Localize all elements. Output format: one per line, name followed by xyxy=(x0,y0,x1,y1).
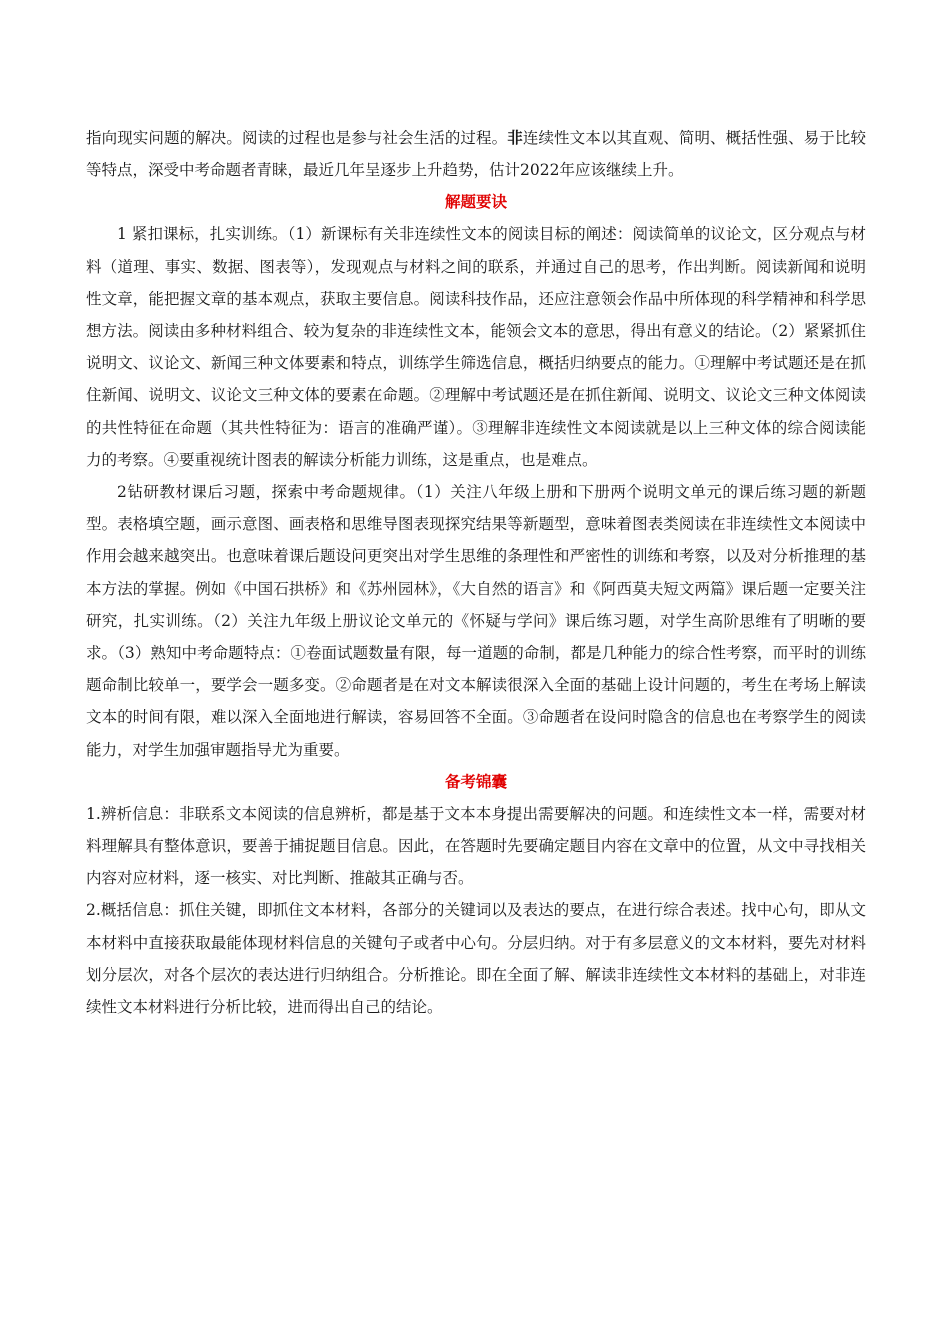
section-heading-tips: 解题要诀 xyxy=(444,193,507,212)
prep-paragraph-1: 1.辨析信息：非联系文本阅读的信息辨析，都是基于文本本身提出需要解决的问题。和连续性文本一样，需要对材料理解具有整体意识，要善于捕捉题目信息。因此，在答题时先要确定题目内容在文章中的位置，从文中寻找相关内容对应材料，逐一核实、对比判断、推敲其正确与否。 xyxy=(86,804,866,888)
document-page xyxy=(86,122,866,1023)
intro-text-a: 指向现实问题的解决。阅读的过程也是参与社会生活的过程。 xyxy=(86,129,508,147)
prep-paragraph-2: 2.概括信息：抓住关键，即抓住文本材料，各部分的关键词以及表达的要点，在进行综合表述。找中心句，即从文本材料中直接获取最能体现材料信息的关键句子或者中心句。分层归纳。对于有多层意义的文本材料，要先对材料划分层次，对各个层次的表达进行归纳组合。分析推论。即在全面了解、解读非连续性文本材料的基础上，对非连续性文本材料进行分析比较，进而得出自己的结论。 xyxy=(86,901,866,1017)
tips-paragraph-2: 2钻研教材课后习题，探索中考命题规律。（1）关注八年级上册和下册两个说明文单元的课后练习题的新题型。表格填空题，画示意图、画表格和思维导图表现探究结果等新题型，意味着图表类阅读在非连续性文本阅读中作用会越来越突出。也意味着课后题设问更突出对学生思维的条理性和严密性的训练和考察，以及对分析推理的基本方法的掌握。例如《中国石拱桥》和《苏州园林》，《大自然的语言》和《阿西莫夫短文两篇》课后题一定要关注研究，扎实训练。（2）关注九年级上册议论文单元的《怀疑与学问》课后练习题，对学生高阶思维有了明晰的要求。（3）熟知中考命题特点：①卷面试题数量有限，每一道题的命制，都是几种能力的综合性考察，而平时的训练题命制比较单一，要学会一题多变。②命题者是在对文本解读很深入全面的基础上设计问题的，考生在考场上解读文本的时间有限，难以深入全面地进行解读，容易回答不全面。③命题者在设问时隐含的信息也在考察学生的阅读能力，对学生加强审题指导尤为重要。 xyxy=(86,483,866,759)
intro-paragraph xyxy=(86,122,866,186)
section-heading-prep: 备考锦囊 xyxy=(444,772,507,791)
tips-paragraph-1: 1 紧扣课标，扎实训练。（1）新课标有关非连续性文本的阅读目标的阐述：阅读简单的议论文，区分观点与材料（道理、事实、数据、图表等），发现观点与材料之间的联系，并通过自己的思考，作出判断。阅读新闻和说明性文章，能把握文章的基本观点，获取主要信息。阅读科技作品，还应注意领会作品中所体现的科学精神和科学思想方法。阅读由多种材料组合、较为复杂的非连续性文本，能领会文本的意思，得出有意义的结论。（2）紧紧抓住说明文、议论文、新闻三种文体要素和特点，训练学生筛选信息，概括归纳要点的能力。①理解中考试题还是在抓住新闻、说明文、议论文三种文体的要素在命题。②理解中考试题还是在抓住新闻、说明文、议论文三种文体阅读的共性特征在命题（其共性特征为：语言的准确严谨）。③理解非连续性文本阅读就是以上三种文体的综合阅读能力的考察。④要重视统计图表的解读分析能力训练，这是重点，也是难点。 xyxy=(86,225,866,469)
intro-text-b: 连续性文本以其直观、简明、概括性强、易于比较等特点，深受中考命题者青睐，最近几年呈逐步上升趋势，估计2022年应该继续上升。 xyxy=(86,129,866,180)
intro-bold-char: 非 xyxy=(507,128,523,147)
